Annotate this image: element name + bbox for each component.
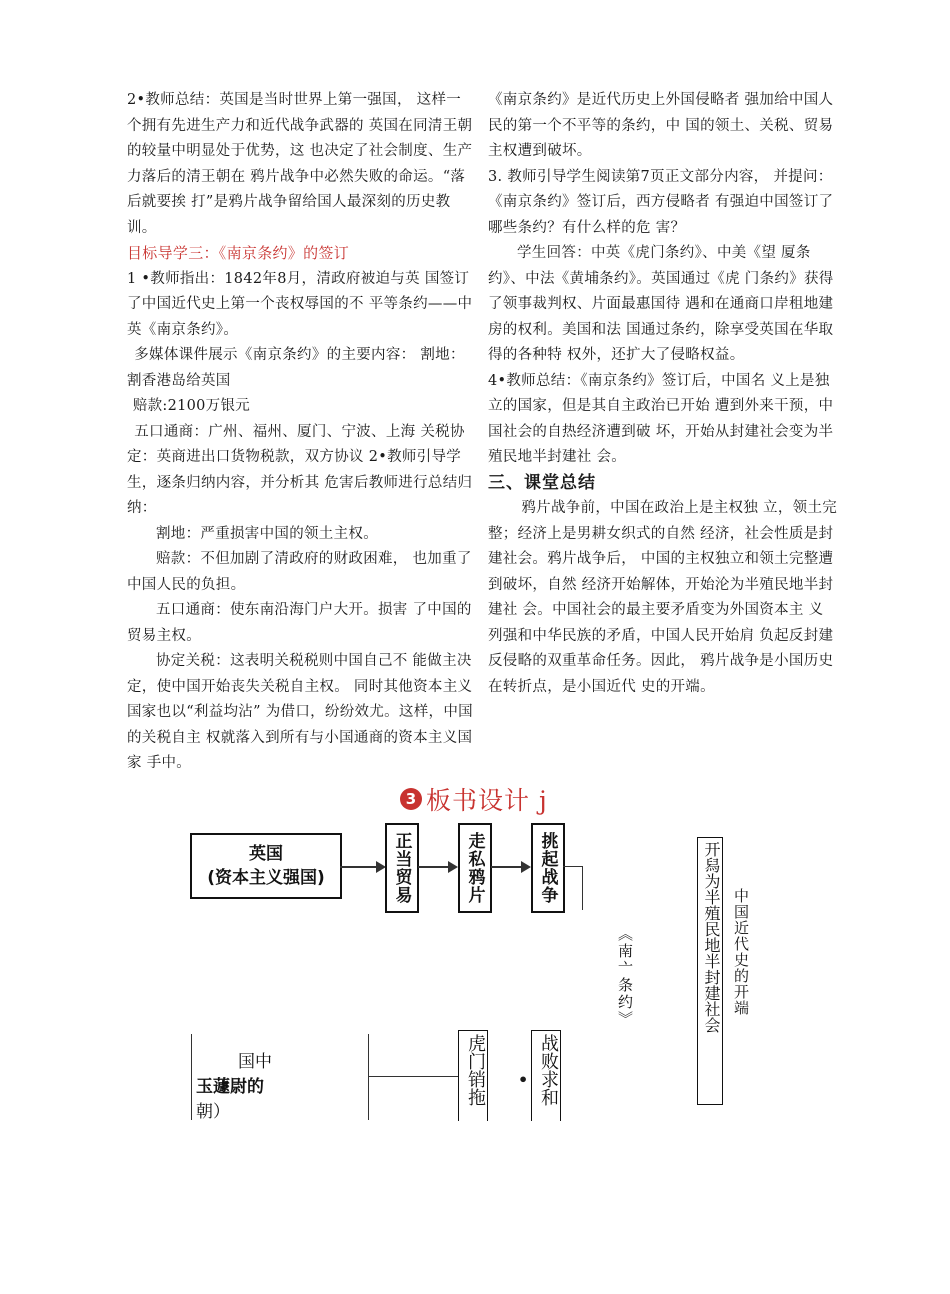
paragraph: 3. 教师引导学生阅读第7页正文部分内容， 并提问：《南京条约》签订后，西方侵略者 有强迫中国签订了哪些条约？有什么样的危 害？ (488, 168, 834, 236)
right-column (488, 88, 838, 700)
arrow-line (418, 866, 448, 868)
paragraph: 《南京条约》是近代历史上外国侵略者 强加给中国人民的第一个不平等的条约，中 国的领土、关税、贸易主权遭到破坏。 (488, 92, 834, 159)
paragraph: 学生回答：中英《虎门条约》、中美《望 厦条约》、中法《黄埔条约》。英国通过《虎 门条约》获得了领事裁判权、片面最惠国待 遇和在通商口岸租地建房的权利。美国和法 国通过条约，除享受英国在华取得的各种特 权外，还扩大了侵略权益。 (488, 245, 834, 363)
connector-line (582, 866, 583, 910)
qing-line-2: 玉蘧尉的 (196, 1077, 264, 1097)
arrow-line (340, 866, 376, 868)
paragraph: 五口通商：广州、福州、厦门、宁波、上海 关税协定：英商进出口货物税款，双方协议 2•教师引导学生，逐条归纳内容，并分析其 危害后教师进行总结归纳： (127, 423, 473, 516)
modern-history-start-label: 中国近代史的开端 (732, 888, 750, 1016)
provoke-war-label: 挑起战争 (537, 832, 558, 904)
arrow-line (491, 866, 521, 868)
connector-line (368, 1076, 458, 1077)
board-design-title (400, 783, 548, 815)
paragraph: 五口通商：使东南沿海门户大开。损害 了中国的贸易主权。 (127, 602, 472, 644)
defeat-box (531, 1030, 561, 1121)
result-label: 开舄为半殖民地半封建社会 (702, 841, 721, 1033)
board-title-text: 板书设计 j (426, 786, 548, 815)
dot-mark: • (518, 1070, 529, 1089)
legal-trade-label: 正当贸易 (391, 832, 412, 904)
paragraph: 多媒体课件展示《南京条约》的主要内容： 割地：割香港岛给英国 (127, 347, 465, 389)
legal-trade-box (385, 823, 419, 913)
left-column (127, 88, 473, 777)
britain-sublabel: (资本主义强国) (207, 868, 325, 888)
qing-line-3: 朝） (196, 1102, 230, 1122)
paragraph: 2•教师总结：英国是当时世界上第一强国， 这样一个拥有先进生产力和近代战争武器的 英国在同清王朝的较量中明显处于优势，这 也决定了社会制度、生产力落后的清王朝在 鸦片战争中必然失败的命运。“落后就要挨 打”是鸦片战争留给国人最深刻的历史教训。 (127, 92, 473, 236)
opium-smuggling-box (458, 823, 492, 913)
paragraph: 4•教师总结：《南京条约》签订后，中国名 义上是独立的国家，但是其自主政治已开始 遭到外来干预，中国社会的自热经济遭到破 坏，开始从封建社会变为半殖民地半封建社 会。 (488, 372, 834, 465)
paragraph: 鸦片战争前，中国在政治上是主权独 立，领土完整；经济上是男耕女织式的自然 经济，社会性质是封建社会。鸦片战争后， 中国的主权独立和领土完整遭到破坏，自然 经济开始解体，开始沦为半殖民地半封建社 会。中国社会的最主要矛盾变为外国资本主 义列强和中华民族的矛盾，中国人民开始肩 负起反封建反侵略的双重革命任务。因此， 鸦片战争是小国历史在转折点，是小国近代 史的开端。 (488, 500, 838, 695)
nanjing-treaty-label: 《南亠条约》 (616, 926, 634, 1028)
connector-line (563, 866, 583, 867)
section-heading-goal-3: 目标导学三：《南京条约》的签订 (127, 244, 350, 262)
qing-label (196, 1050, 306, 1125)
connector-line (368, 1034, 369, 1120)
opium-smuggling-label: 走私鸦片 (464, 832, 485, 904)
defeat-label: 战败求和 (538, 1034, 559, 1106)
humen-label: 虎门销拖 (465, 1034, 486, 1106)
britain-label: 英国 (249, 844, 283, 864)
paragraph: 割地：严重损害中国的领土主权。 (156, 525, 378, 542)
arrowhead (521, 861, 531, 873)
paragraph: 赔款：不但加剧了清政府的财政困难， 也加重了中国人民的负担。 (127, 551, 472, 593)
paragraph: 协定关税：这表明关税税则中国自己不 能做主决定，使中国开始丧失关税自主权。 同时其他资本主义国家也以“利益均沾” 为借口，纷纷效尤。这样，中国的关税自主 权就落入到所有与小国通商的资本主义国家 手中。 (127, 653, 473, 771)
section-title-summary: 三、课堂总结 (488, 472, 596, 493)
result-box (697, 837, 723, 1105)
qing-left-border (191, 1034, 192, 1120)
provoke-war-box (531, 823, 565, 913)
circled-number: 3 (400, 788, 422, 810)
humen-box (458, 1030, 488, 1121)
britain-box (190, 833, 342, 899)
paragraph: 1 •教师指出：1842年8月，清政府被迫与英 国签订了中国近代史上第一个丧权辱国的不 平等条约——中英《南京条约》。 (127, 270, 473, 338)
paragraph: 赔款:2100万银元 (132, 398, 251, 414)
qing-line-1: 国中 (238, 1052, 272, 1072)
arrowhead (448, 861, 458, 873)
